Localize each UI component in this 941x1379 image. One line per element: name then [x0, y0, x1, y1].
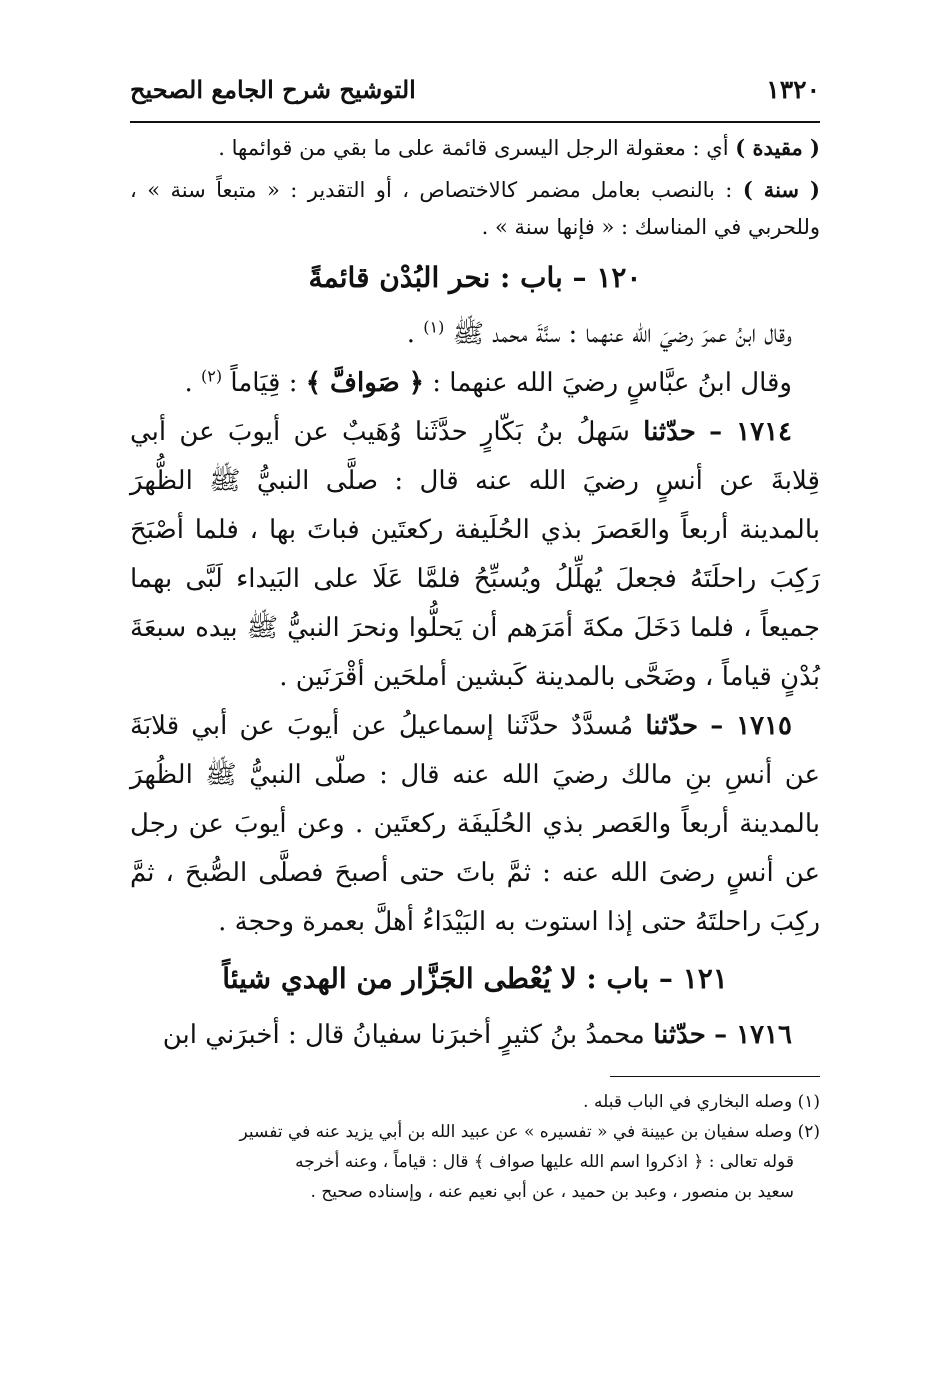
narration-text: وقال ابنُ عمرَ رضيَ الله عنهما : سنَّةَ محمد ﷺ: [452, 319, 792, 349]
book-page: [130, 75, 820, 1207]
hadith-tahdith: حدّثنا: [653, 1020, 706, 1050]
footnote-2: (٢) وصله سفيان بن عيينة في « تفسيره » عن عبيد الله بن أبي يزيد عنه في تفسير: [239, 1122, 820, 1142]
running-head: [130, 75, 820, 121]
hadith-number: ١٧١٤ –: [709, 417, 792, 447]
narration-end: .: [184, 368, 202, 398]
header-rule: [130, 121, 820, 123]
hadith-number: ١٧١٥ –: [710, 711, 792, 741]
hadith-tahdith: حدّثنا: [643, 417, 696, 447]
page-number: ١٣٢٠: [766, 75, 820, 104]
footnote-ref: (١): [423, 317, 445, 337]
narration-end: .: [406, 319, 424, 349]
footnotes: [130, 1087, 820, 1207]
hadith-text: محمدُ بنُ كثيرٍ أخبرَنا سفيانُ قال : أخبرَني ابن: [162, 1020, 654, 1050]
book-title: التوشيح شرح الجامع الصحيح: [130, 75, 416, 104]
footnote-ref: (٢): [201, 366, 223, 386]
gloss-sunna: [130, 171, 820, 246]
footnote-2-continued: سعيد بن منصور ، وعبد بن حميد ، عن أبي نعيم عنه ، وإسناده صحيح .: [310, 1182, 794, 1202]
hadith-text: مُسدَّدٌ حدَّثَنا إسماعيلُ عن أيوبَ عن أبي قلابَةَ عن أنسِ بنِ مالك رضيَ الله عنه قال : صلّى النبيُّ ﷺ الظُهرَ بالمدينة أربعاً والعَصر بذي الحُلَيفَة ركعتَين . وعن أيوبَ عن رجل عن أنسٍ رضىَ الله عنه : ثمَّ باتَ حتى أصبحَ فصلَّى الصُّبحَ ، ثمَّ ركِبَ راحلتَهُ حتى إذا استوت به البَيْدَاءُ أهلَّ بعمرة وحجة .: [130, 711, 820, 937]
hadith-tahdith: حدّثنا: [645, 711, 699, 741]
gloss-text: أي : معقولة الرجل اليسرى قائمة على ما بقي من قوائمها .: [218, 136, 736, 160]
gloss-lemma: ( مقيدة ): [735, 135, 820, 160]
footnote-rule: [610, 1076, 820, 1077]
narration-gloss: : قِيَاماً: [230, 368, 306, 398]
narration-text: وقال ابنُ عبَّاسٍ رضيَ الله عنهما :: [424, 368, 792, 398]
footnote-2-continued: قوله تعالى : ﴿ اذكروا اسم الله عليها صواف ﴾ قال : قياماً ، وعنه أخرجه: [295, 1152, 794, 1172]
narration-ibn-umar: [130, 310, 820, 359]
gloss-muqayyada: [130, 129, 820, 167]
gloss-text: : بالنصب بعامل مضمر كالاختصاص ، أو التقدير : « متبعاً سنة » ، وللحربي في المناسك : « فإنها سنة » .: [130, 178, 820, 239]
chapter-heading-120: ١٢٠ – باب : نحر البُدْن قائمةً: [308, 261, 642, 294]
gloss-lemma: ( سنة ): [742, 177, 820, 202]
footnote-1: (١) وصله البخاري في الباب قبله .: [583, 1092, 820, 1112]
hadith-1716: [130, 1011, 820, 1060]
hadith-number: ١٧١٦ –: [714, 1020, 792, 1050]
chapter-heading-121: ١٢١ – باب : لا يُعْطى الجَزَّار من الهدي شيئاً: [222, 962, 728, 995]
hadith-1714: [130, 408, 820, 702]
hadith-1715: [130, 702, 820, 947]
narration-ibn-abbas: [130, 359, 820, 408]
quran-quote: ﴿ صَوافَّ ﴾: [305, 368, 425, 398]
hadith-text: سَهلُ بنُ بَكّارٍ حدَّثَنا وُهَيبٌ عن أيوبَ عن أبي قِلابةَ عن أنسٍ رضيَ الله عنه قال : صلَّى النبيُّ ﷺ الظُّهرَ بالمدينة أربعاً والعَصرَ بذي الحُلَيفة ركعتَين فباتَ بها ، فلما أصْبَحَ رَكِبَ راحلَتَهُ فجعلَ يُهلِّلُ ويُسبِّحُ فلمَّا عَلَا على البَيداء لَبَّى بهما جميعاً ، فلما دَخَلَ مكةَ أمَرَهم أن يَحلُّوا ونحرَ النبيُّ ﷺ بيده سبعَةَ بُدْنٍ قياماً ، وضَحَّى بالمدينة كَبشين أملحَين أقْرَنَين .: [130, 417, 820, 692]
